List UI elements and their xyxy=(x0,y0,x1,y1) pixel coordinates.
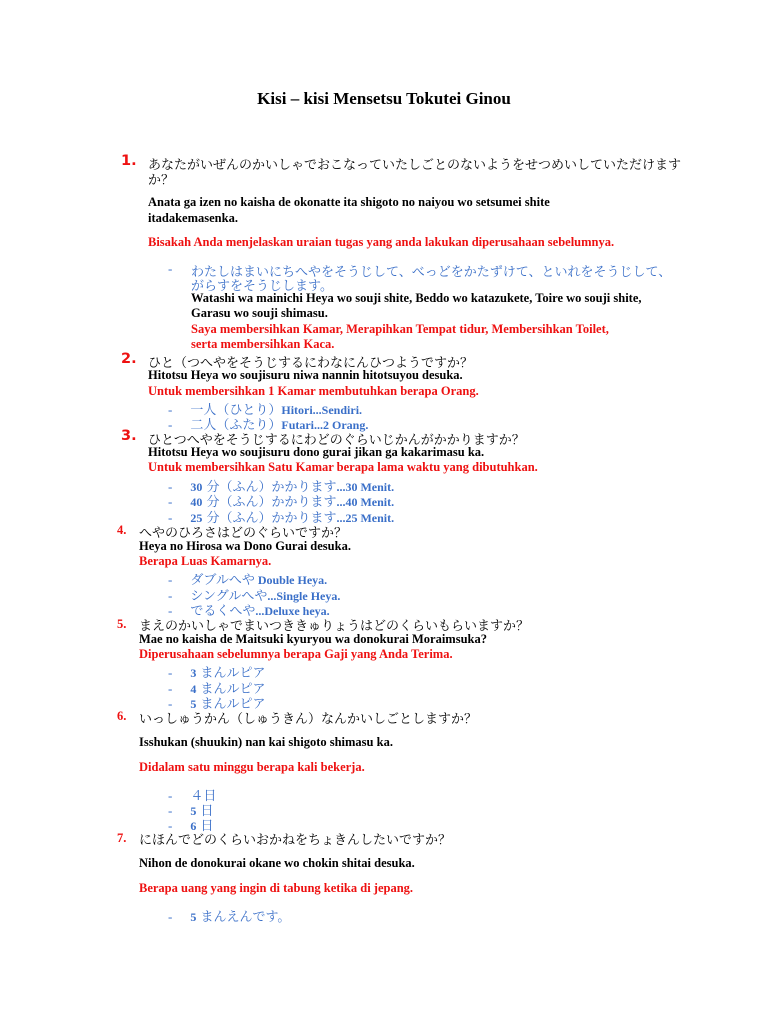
answer-bullet: - xyxy=(168,665,173,680)
answer-bullet: - xyxy=(168,681,173,696)
question-romaji: Nihon de donokurai okane wo chokin shitai desuka. xyxy=(139,856,415,870)
answer-japanese: 分（ふん）かかります xyxy=(202,511,337,526)
question-romaji: Hitotsu Heya wo soujisuru dono gurai jikan ga kakarimasu ka. xyxy=(148,445,485,459)
question-number: 1. xyxy=(121,153,137,169)
answer-japanese: まんルピア xyxy=(196,697,266,712)
answer-bullet: - xyxy=(168,803,173,818)
answer-bullet: - xyxy=(168,402,173,417)
page-title: Kisi – kisi Mensetsu Tokutei Ginou xyxy=(257,89,511,108)
answer-number: 40 xyxy=(190,495,203,509)
question-japanese: あなたがいぜんのかいしゃでおこなっていたしごとのないようをせつめいしていただけます xyxy=(148,158,682,173)
answer-bullet: - xyxy=(168,510,173,525)
answer-indonesian-cont: serta membersihkan Kaca. xyxy=(191,337,335,351)
question-romaji: Mae no kaisha de Maitsuki kyuryou wa donokurai Moraimsuka? xyxy=(139,632,487,646)
question-indonesian: Untuk membersihkan 1 Kamar membutuhkan berapa Orang. xyxy=(148,384,479,398)
question-indonesian: Berapa uang yang ingin di tabung ketika di jepang. xyxy=(139,881,414,895)
answer-romaji: Hitori...Sendiri. xyxy=(281,403,363,417)
answer-bullet: - xyxy=(168,696,173,711)
question-number: 3. xyxy=(121,428,137,444)
answer-item xyxy=(168,906,290,926)
question-japanese: ひとつへやをそうじするにわどのぐらいじかんがかかりますか？ xyxy=(148,433,525,448)
answer-romaji: ...Single Heya. xyxy=(267,589,341,603)
answer-romaji: ...30 Menit. xyxy=(336,480,395,494)
question-number: 6. xyxy=(117,709,127,723)
answer-bullet: - xyxy=(168,479,173,494)
answer-bullet: - xyxy=(168,572,173,587)
answer-japanese: 日 xyxy=(196,819,214,834)
answer-number: 6 xyxy=(190,819,197,833)
question-romaji: Heya no Hirosa wa Dono Gurai desuka. xyxy=(139,539,351,553)
answer-japanese: 日 xyxy=(196,804,214,819)
question-indonesian: Berapa Luas Kamarnya. xyxy=(139,554,272,568)
answer-japanese: 一人（ひとり） xyxy=(190,403,282,418)
question-japanese: まえのかいしゃでまいつききゅりょうはどのくらいもらいますか？ xyxy=(139,619,530,634)
answer-romaji: ...Deluxe heya. xyxy=(255,604,330,618)
question-indonesian: Bisakah Anda menjelaskan uraian tugas yang anda lakukan diperusahaan sebelumnya. xyxy=(148,235,615,249)
answer-bullet: - xyxy=(168,603,173,618)
answer-romaji: ...40 Menit. xyxy=(336,495,395,509)
question-indonesian: Didalam satu minggu berapa kali bekerja. xyxy=(139,760,365,774)
answer-bullet: - xyxy=(168,261,173,276)
answer-bullet: - xyxy=(168,494,173,509)
answer-number: 5 xyxy=(190,697,197,711)
answer-number: 5 xyxy=(190,804,197,818)
question-japanese: ひと（つへやをそうじするにわなにんひつようですか？ xyxy=(148,356,474,371)
answer-bullet: - xyxy=(168,909,173,924)
question-romaji: Isshukan (shuukin) nan kai shigoto shimasu ka. xyxy=(139,735,393,749)
question-romaji-cont: itadakemasenka. xyxy=(148,211,238,225)
answer-indonesian: Saya membersihkan Kamar, Merapihkan Tempat tidur, Membersihkan Toilet, xyxy=(191,322,609,336)
answer-japanese: まんえんです。 xyxy=(196,910,291,925)
answer-japanese: でるくへや xyxy=(190,604,256,619)
answer-japanese: ダブルへや xyxy=(190,573,255,588)
answer-romaji: Watashi wa mainichi Heya wo souji shite, Beddo wo katazukete, Toire wo souji shite, xyxy=(191,291,642,305)
answer-number: 4 xyxy=(190,682,197,696)
answer-number: 30 xyxy=(190,480,203,494)
answer-bullet: - xyxy=(168,417,173,432)
answer-japanese: ４日 xyxy=(190,789,217,804)
answer-japanese: シングルへや xyxy=(190,589,268,604)
question-romaji: Anata ga izen no kaisha de okonatte ita shigoto no naiyou wo setsumei shite xyxy=(148,195,550,209)
question-number: 5. xyxy=(117,617,127,631)
answer-bullet: - xyxy=(168,818,173,833)
question-indonesian: Diperusahaan sebelumnya berapa Gaji yang Anda Terima. xyxy=(139,647,453,661)
question-japanese-cont: か？ xyxy=(148,173,175,188)
answer-number: 3 xyxy=(190,666,197,680)
question-japanese: いっしゅうかん（しゅうきん）なんかいしごとしますか？ xyxy=(139,712,478,727)
question-romaji: Hitotsu Heya wo soujisuru niwa nannin hitotsuyou desuka. xyxy=(148,368,463,382)
answer-number: 25 xyxy=(190,511,203,525)
answer-japanese: 分（ふん）かかります xyxy=(202,495,337,510)
answer-japanese: まんルピア xyxy=(196,666,266,681)
answer-japanese: まんルピア xyxy=(196,682,266,697)
question-number: 4. xyxy=(117,523,127,537)
answer-romaji-cont: Garasu wo souji shimasu. xyxy=(191,306,328,320)
answer-bullet: - xyxy=(168,788,173,803)
question-japanese: にほんでどのくらいおかねをちょきんしたいですか？ xyxy=(139,833,452,848)
answer-japanese: 二人（ふたり） xyxy=(190,418,282,433)
question-indonesian: Untuk membersihkan Satu Kamar berapa lama waktu yang dibutuhkan. xyxy=(148,460,538,474)
answer-romaji: Futari...2 Orang. xyxy=(281,418,369,432)
answer-japanese: 分（ふん）かかります xyxy=(202,480,337,495)
question-number: 7. xyxy=(117,831,127,845)
answer-japanese-cont: がらすをそうじします。 xyxy=(191,279,333,294)
answer-romaji: ...25 Menit. xyxy=(336,511,395,525)
answer-number: 5 xyxy=(190,910,197,924)
question-number: 2. xyxy=(121,351,137,367)
answer-romaji: Double Heya. xyxy=(254,573,328,587)
answer-japanese: わたしはまいにちへやをそうじして、べっどをかたずけて、といれをそうじして、 xyxy=(191,265,672,280)
question-japanese: へやのひろさはどのぐらいですか？ xyxy=(139,526,348,541)
answer-bullet: - xyxy=(168,588,173,603)
